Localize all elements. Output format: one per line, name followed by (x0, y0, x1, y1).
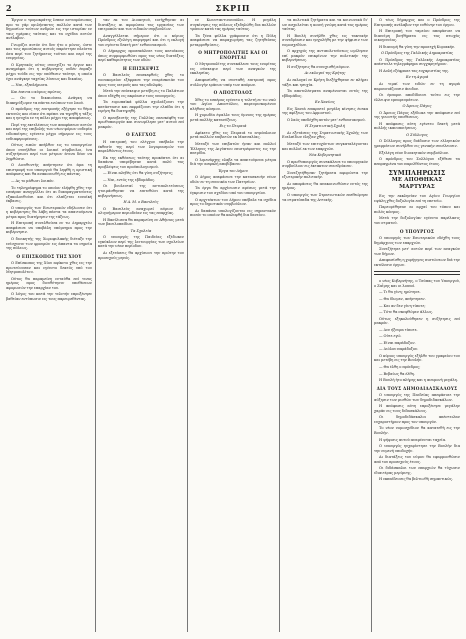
article-paragraph: Η Βουλή συνήλθε χθες εις τακτικήν συνεδρίασιν και ησχολήθη με την ψήφισιν των νομοσχεδίων. (282, 33, 368, 47)
article-paragraph: Μετά την δοξολογίαν εγένετο παρέλασις του στρατού. (374, 216, 460, 225)
article-paragraph: Αι αποφάσεις θα ανακοινωθώσιν εντός της ημέρας. (282, 181, 368, 191)
article-paragraph: — Τότε θα σκεφθώμεν άλλως. (379, 310, 433, 315)
article-paragraph: Αι εξετάσεις θα αρχίσωσι την πρώτην του προσεχούς μηνός. (98, 250, 184, 260)
article-heading: Ο ΜΗΤΡΟΠΟΛΙΤΗΣ ΚΑΙ ΟΙ ΕΝΟΡΙΤΑΙ (198, 50, 268, 60)
article-paragraph: Ο Βασιλεύς επισκεφθείς χθες το νοσοκομείον εξέφρασε την ευαρέσκειάν του προς τους ιατρούς και τας αδελφάς. (98, 73, 184, 87)
article-paragraph: Τα ευρωπαϊκά φύλλα σχολιάζουσι την κατάστασιν και εκφράζουσι την ελπίδα ότι η ειρήνη θα διατηρηθή. (98, 100, 184, 114)
article-heading: Η ΕΠΙΣΚΕΨΙΣ (122, 65, 160, 71)
article-paragraph: Ο πρόεδρος του Συλλόγου εξέθεσε τα πεπραγμένα του παρελθόντος έτους. (374, 157, 460, 166)
article-paragraph: — Βεβαίως θα έλθη. (379, 371, 415, 376)
article-paragraph: Η Επιτροπή του ταμείου απεφάσισε να διανείμη βοηθήματα εις τας πτωχάς οικογενείας. (374, 29, 460, 43)
article-paragraph: Μεταξύ των επιβατών ήσαν και πολλοί Έλληνες της Αιγύπτου επιστρέφοντες εις την πατρίδα. (190, 142, 276, 156)
article-paragraph: — Ας το μάθωσι λοιπόν. (11, 178, 55, 183)
column-1 (6, 18, 92, 632)
article-paragraph: Αναγγέλλεται σήμερον ότι ο κύριος Πρόεδρος εξελέγη παμψηφεί και ότι η εκλογή του εγένετο δεκτή μετ' ενθουσιασμού. (98, 33, 184, 47)
article-paragraph: Ο λαός υπεδέχθη αυτόν μετ' ενθουσιασμού. (287, 117, 366, 122)
article-paragraph: Η Επιτροπή συνελθούσα εν τω Δημαρχείω απεφάσισε να υποβάλη υπόμνημα προς την κυβέρνησιν. (6, 221, 92, 235)
article-paragraph: Ο Κρητικός ούτος συνεχίζει το έργον και αναγράφει ότι η κυβέρνησις ουδέν έπραξε μέχρι τούδε εις την υπόθεσιν ταύτην, η οποία έχει ανάγκην ταχείας λύσεως και δικαίας. (6, 62, 92, 81)
article-paragraph: Ο Επίσκοπος της Χίου αφίκετο χθες εις την πρωτεύουσαν και εγένετο δεκτός υπό του Μητροπολίτου. (6, 261, 92, 275)
article-paragraph: Ο υπουργός των Εσωτερικών εδέχθη τους δημάρχους των επαρχιών. (374, 236, 460, 245)
article-heading: Τα Σχολεία (130, 228, 152, 233)
article-heading: Η Α. Μ. ο Βασιλεύς (123, 200, 159, 205)
article-paragraph: — Είναι παράδοξον. (379, 340, 416, 345)
article-paragraph: Ο Άρειος Πάγος εξέδωκε την απόφασιν επί της γνωστής υποθέσεως. (374, 110, 460, 120)
article-paragraph: Συνεζήτησε μετ' αυτών περί των αναγκών των δήμων. (374, 247, 460, 256)
article-paragraph: Ο Πρόεδρος της Γαλλικής Δημοκρατίας απέστειλε τηλεγράφημα συγχαρητήριον. (374, 57, 460, 67)
article-paragraph: Και έπειτα ο κύριος πρώτος. (11, 89, 63, 94)
article-paragraph: Η χορωδία έψαλλε τους ύμνους της ημέρας μετά πολλής κατανύξεως. (190, 113, 276, 122)
article-paragraph: Ο Σύλλογος προς διάδοσιν των ελληνικών γραμμάτων συνήλθεν εις γενικήν συνέλευσιν. (374, 139, 460, 149)
article-paragraph: Ούτως ειπών απήλθεν εις το υπουργείον όπου συνήλθον οι λοιποί σύμβουλοι, ίνα συζητήσωσι περί των μέτρων άτινα δέον να ληφθώσιν. (6, 143, 92, 161)
newspaper-page (6, 3, 460, 635)
article-paragraph: Αι εκλογαί εν Κρήτη διεξήχθησαν εν πλήρει τάξει και ησυχία. (282, 78, 368, 87)
article-heading: Ο ΕΛΕΓΧΟΣ (125, 132, 157, 138)
article-paragraph: Έργον ο τρομοκράτης Ισπαν αντιπρόσωπος προ το γάρ ομιλήσαντες πολλών κατά των δημοσίων τούτων ανδρών εις την ιστορίαν εν ταις ημέραις ταύταις και τα σχέδια αυτών ανέλαβον. (6, 18, 92, 41)
article-paragraph: ταν εκ του Διοικητού, εισήχθησαν αι διατάξεις αι αφορώσαι τας εργασίας των επιτροπών και των ειδικών συμβουλίων. (98, 18, 184, 32)
article-paragraph: Η διανομή θα γίνη την προσεχή Κυριακήν. (379, 44, 456, 49)
article-heading: Εν Χανίοις (315, 100, 335, 105)
article-paragraph: Ο Διευθυντής απήντησεν ότι άμα τη επιστροφή του υπουργού θα ληφθή η οριστική απόφασις και θα ανακοινωθή εις πάντας. (6, 163, 92, 177)
article-paragraph: Ούτος θα παραμείνη ενταύθα επί τινας ημέρας προς διευθέτησιν υποθέσεων αφορωσών την επαρχίαν του. (6, 276, 92, 290)
article-paragraph: — Διόλου παράδοξον. (379, 347, 419, 352)
column-3 (190, 18, 276, 632)
column-2 (98, 18, 184, 632)
article-paragraph: Αι εξετάσεις της Στρατιωτικής Σχολής των Ευελπίδων έληξαν χθες. (282, 130, 368, 140)
article-paragraph: Οι έμποροι αποδίδουσι τούτο εις την έλλειψιν εμπορευμάτων. (374, 93, 460, 102)
column-rule (279, 18, 280, 632)
headline-banner (374, 170, 460, 191)
article-heading: Αι εκλογαί της Κρήτης (304, 71, 346, 76)
article-paragraph: Εξελέγη νέον διοικητικόν συμβούλιον. (379, 150, 450, 155)
section-heading: ΔΙΑ ΤΟΥΣ ΔΗΜΟΔΙΔΑΣΚΑΛΟΥΣ (376, 385, 458, 391)
article-paragraph: Η Βασίλισσα θα παραμείνη εν Αθήναις μετά των βασιλοπαίδων. (98, 217, 184, 227)
article-paragraph: ο νέος Κυβερνήτης, ο Τσόπας του Υπουργού, ο Ζαΐμης και οι λοιποί. (374, 279, 460, 288)
article-paragraph: Ο Βασιλεύς αναχωρεί αύριον δι' ολιγοήμερον περιοδείαν εις τας επαρχίας. (98, 206, 184, 216)
section-divider (374, 271, 460, 275)
article-paragraph: Ο πρωθυπουργός συνεκάλεσε το υπουργικόν συμβούλιον εις έκτακτον συνεδρίασιν. (282, 159, 368, 169)
article-paragraph: Η συζήτησις θα συνεχισθή αύριον. (287, 64, 350, 69)
article-paragraph: Χθες το εσπέρας εγένετο η τελετή εν τω ναώ του Αγίου Αποστόλου, παρευρισκομένου πλήθους κόσμου. (190, 97, 276, 111)
article-paragraph: Ο Δήμαρχος προσεκάλεσε τους κατοίκους όπως συμμορφωθώσι προς τας νέας διατάξεις περί καθαριότητος των οδών. (98, 49, 184, 63)
article-paragraph: Αι δαπάναι υπολογίζονται εις σημαντικόν ποσόν το οποίον θα καλυφθή δια δανείου. (190, 208, 276, 218)
article-paragraph: Το νέον νομοσχέδιον θα κατατεθή εις την Βουλήν. (374, 426, 460, 435)
article-paragraph: Εις την εκκλησίαν του Αγίου Γεωργίου εψάλη χθες δοξολογία επί τη επετείω. (374, 194, 460, 203)
column-5 (374, 18, 460, 632)
article-heading: Εν τη Αγορά (405, 75, 429, 80)
article-paragraph: Ο Μητροπολίτης συνεκάλεσε τους ενορίτας εις σύσκεψιν περί των αναγκών της εκκλησίας. (190, 62, 276, 76)
article-heading: Εις το Πειραιά (219, 124, 247, 129)
article-paragraph: Ο υπουργός των Στρατιωτικών επεθεώρησε τα στρατόπεδα της Αττικής. (282, 192, 368, 202)
article-paragraph: Απεφασίσθη η χορήγησις πιστώσεων διά την εκτέλεσιν έργων. (374, 258, 460, 267)
article-paragraph: Μεταξύ των επιτυχόντων συγκαταλέγονται και πολλοί εκ των επαρχιών. (282, 142, 368, 151)
article-paragraph: Ο αρχιτέκτων του Δήμου υπέβαλε τα σχέδια προς το δημοτικόν συμβούλιον. (190, 197, 276, 207)
article-paragraph: τα πολιτικά ζητήματα και τα κοινωνικά δι' ων ασχολείται η κοινή γνώμη κατά τας ημέρας ταύτας. (282, 18, 368, 32)
article-paragraph: Τα ξένα φύλλα γράφουσιν ότι η Πύλη απεφάσισε να παραχωρήση τας ζητηθείσας μεταρρυθμίσεις. (190, 33, 276, 47)
article-heading: Ο Άρειος Πάγος (402, 104, 432, 109)
article-paragraph: Μετά την επίσκεψιν μετέβη εις το Παλάτιον όπου εδέχθη εις ακρόασιν τους υπουργούς. (98, 89, 184, 98)
article-paragraph: Ο Δήμος απεφάσισε την κατασκευήν νέων οδών εν τη συνοικία των Πατησίων. (190, 175, 276, 184)
article-paragraph: Περί της εκτελέσεως των αποφάσεων αυτών και περί της επιβολής των νέων φόρων ουδεμία ειδοποίησις εγένετο μέχρι σήμερον εις τους ενδιαφερομένους. (6, 122, 92, 141)
column-rule (95, 18, 96, 632)
article-paragraph: Οι δημοδιδάσκαλοι απέστειλαν ευχαριστήριον προς τον υπουργόν. (374, 415, 460, 424)
banner-line-2: ΜΕ ΑΠΟΘΗΚΑΣ ΜΑΡΤΥΡΑΣ (391, 177, 443, 191)
article-paragraph: Συνεζητήθησαν ζητήματα αφορώντα την εξωτερικήν πολιτικήν. (282, 170, 368, 180)
article-paragraph: Η Αυλή εξέφρασε τας ευχαριστίας της. (379, 68, 450, 73)
masthead (6, 3, 460, 16)
article-heading: Ο ΥΠΟΥΡΓΟΣ (399, 228, 435, 234)
article-paragraph: Οι βουλευταί της αντιπολιτεύσεως ητοιμάσθησαν να επιτεθώσι κατά της κυβερνήσεως. (98, 184, 184, 198)
article-paragraph: Αι τιμαί των ειδών εν τη αγορά παρουσιάζουσιν άνοδον. (374, 82, 460, 91)
article-paragraph: — Ναι, εντός της εβδομάδος. (103, 177, 156, 182)
article-paragraph: Η απόφασις αύτη επροξένησε μεγάλην χαράν εις τους διδασκάλους. (374, 404, 460, 413)
article-heading: Νέα Κυβερνητικά (309, 153, 341, 158)
article-paragraph: Ο υπουργός των Εσωτερικών εδήλωσεν ότι η κυβέρνησις θα λάβη πάντα τα απαιτούμενα μέτρα προς διατήρησιν της τάξεως. (6, 205, 92, 219)
newspaper-title: ΣΚΡΙΠ (215, 3, 251, 13)
article-paragraph: Ο λόγος του κατά την τελετήν επροξένησε βαθείαν εντύπωσιν εις τους παρευρεθέντας. (6, 292, 92, 301)
article-paragraph: — Θα ίδωμεν, απήντησεν. (379, 296, 426, 301)
article-paragraph: Απεφασίσθη να συσταθή επιτροπή προς συλλογήν εράνων υπέρ των απόρων. (190, 78, 276, 87)
article-heading: Η Στρατιωτική Σχολή (305, 124, 345, 129)
article-paragraph: εν Κωνσταντινουπόλει. Η μεγάλη συγκίνησις της πόλεως εξεδηλώθη δια πολλών τρόπων κατά τας ημέρας ταύτας. (190, 18, 276, 32)
article-columns (6, 18, 460, 632)
column-rule (371, 18, 372, 632)
article-paragraph: Το τηλεγράφημα το οποίον ελήφθη χθες την εσπέραν αναγγέλλει ότι αι διαπραγματεύσεις εξακολουθούσι και ότι ελπίζεται ευνοϊκή έκβασις. (6, 185, 92, 204)
article-paragraph: Ο πρόεδρος της επιτροπής εξήγησε το θέμα εκτενώς και είπεν ότι πρέπει να τηρηθή η τάξις και η ησυχία εν τη πόλει μέχρι της αποφάσεως. (6, 107, 92, 121)
article-paragraph: — Θα έλθη ο πρόεδρος; (379, 364, 421, 369)
article-paragraph: Τα αποτελέσματα αναμένονται εντός της εβδομάδος. (282, 89, 368, 98)
article-heading: Έργα του Δήμου (218, 168, 248, 173)
article-paragraph: Ο αρχηγός της αντιπολιτεύσεως ωμίλησεν επί μακρόν επικρίνων την πολιτικήν της κυβερνήσεως. (282, 49, 368, 63)
column-4 (282, 18, 368, 632)
article-paragraph: Η εκπαίδευσις θα βελτιωθή σημαντικώς. (379, 477, 454, 482)
article-paragraph: Ο πρεσβευτής της Γαλλίας επεσκέφθη τον πρωθυπουργόν και συνωμίλησε μετ' αυτού επί μακρόν. (98, 115, 184, 129)
article-paragraph: — Είναι αληθές ότι θα γίνη συζήτησις; (103, 171, 174, 176)
article-paragraph: Ο υπουργός της Παιδείας εξέδωκεν εγκύκλιον περί της λειτουργίας των σχολείων κατά την νέαν περίοδον. (98, 235, 184, 249)
banner-line-1: ΣΥΜΠΛΗΡΩΣΙΣ (388, 170, 446, 178)
article-paragraph: Η Βουλή ήτο πλήρης και η αναμονή μεγάλη. (379, 378, 458, 383)
column-rule (187, 18, 188, 632)
article-paragraph: Γνωρίζει αυτόν ότι δεν ήτο ο μόνος, ώστε και τοις προσώποις αυτοίς παρέστησε πλείστα όσα περί του ζητήματος τούτου και περί της ενεργείας. (6, 42, 92, 61)
article-heading: Ο Σύλλογος (406, 132, 428, 137)
article-paragraph: — Ναι, εξεπλήρωσα. (11, 83, 49, 88)
article-paragraph: Αφίκετο χθες εις Πειραιά το ατμόπλοιον μετά πολλών επιβατών εκ Μασσαλίας. (190, 130, 276, 140)
article-paragraph: Εις Χανιά επικρατεί μεγάλη κίνησις ένεκα της αφίξεως του Αρμοστού. (282, 106, 368, 116)
article-paragraph: Ούτως εξηκολούθησεν η συζήτησις επί μακρόν. (374, 316, 460, 326)
article-paragraph: Η επιτροπή του ελέγχου υπέβαλε την έκθεσίν της περί των λογαριασμών του παρελθόντος έτους. (98, 140, 184, 154)
article-paragraph: Ο διοικητής της Χωροφυλακής διέταξε την ενίσχυσιν των φρουρών εις άπαντα τα σημεία της πόλεως. (6, 236, 92, 251)
article-paragraph: Ο λιμενάρχης ελαβε τα απαιτούμενα μέτρα διά την ασφαλή αποβίβασιν. (190, 157, 276, 167)
article-paragraph: Ο υπουργός ηυχαρίστησε την Βουλήν δια την ευμενή υποδοχήν. (374, 444, 460, 453)
article-paragraph: — Και αν δεν γίνη τίποτε; (379, 303, 426, 308)
article-heading: Ο ΕΠΙΣΚΟΠΟΣ ΤΗΣ ΧΙΟΥ (16, 253, 82, 259)
article-heading: Ο Πρόεδρος της Γαλλικής Δημοκρατίας (380, 51, 454, 56)
article-paragraph: Ο τέως δήμαρχος και ο Πρόεδρος της Επιτροπής ανέλαβον την ευθύνην του έργου. (374, 18, 460, 27)
article-paragraph: Ο κύριος υπουργός εξήλθε του γραφείου του και μετέβη εις την Βουλήν. (374, 353, 460, 363)
article-paragraph: — Ούτε εγώ. (379, 334, 402, 339)
page-number: 2 (6, 3, 12, 13)
article-paragraph: Ο υπουργός της Παιδείας απεφάσισε την αύξησιν των μισθών των δημοδιδασκάλων. (374, 393, 460, 402)
article-paragraph: Τα έργα θα αρχίσωσιν αμέσως μετά την έγκρισιν του σχεδίου υπό του υπουργείου. (190, 186, 276, 195)
article-paragraph: — Τι θα γίνη; ηρώτησε. (379, 290, 421, 295)
article-paragraph: Η απόφασις αύτη εγένετο δεκτή μετά πολλής ικανοποιήσεως. (374, 121, 460, 131)
article-paragraph: Αι διατάξεις του νόμου θα εφαρμοσθώσιν από του προσεχούς έτους. (374, 455, 460, 464)
article-paragraph: Παρευρέθησαν αι αρχαί του τόπου και πολύς κόσμος. (374, 205, 460, 214)
article-paragraph: Εκ της εκθέσεως ταύτης προκύπτει ότι αι δαπάναι υπερέβησαν κατά πολύ τας προβλέψεις του προϋπολογισμού. (98, 155, 184, 169)
article-paragraph: Η ψήφισις αυτού αναμένεται ταχεία. (379, 437, 447, 442)
article-heading: Ο ΑΠΟΣΤΟΛΟΣ (213, 90, 253, 96)
article-paragraph: Οι διδάσκαλοι των επαρχιών θα τύχωσιν ιδιαιτέρας μερίμνης. (374, 466, 460, 475)
article-paragraph: — Ου το δικαιούσαι. Ανάγκη να διακηρύξωμεν τα πάντα ενώπιον του λαού. (6, 96, 92, 105)
article-paragraph: — Δεν ήξευρα τίποτε. (379, 327, 418, 332)
